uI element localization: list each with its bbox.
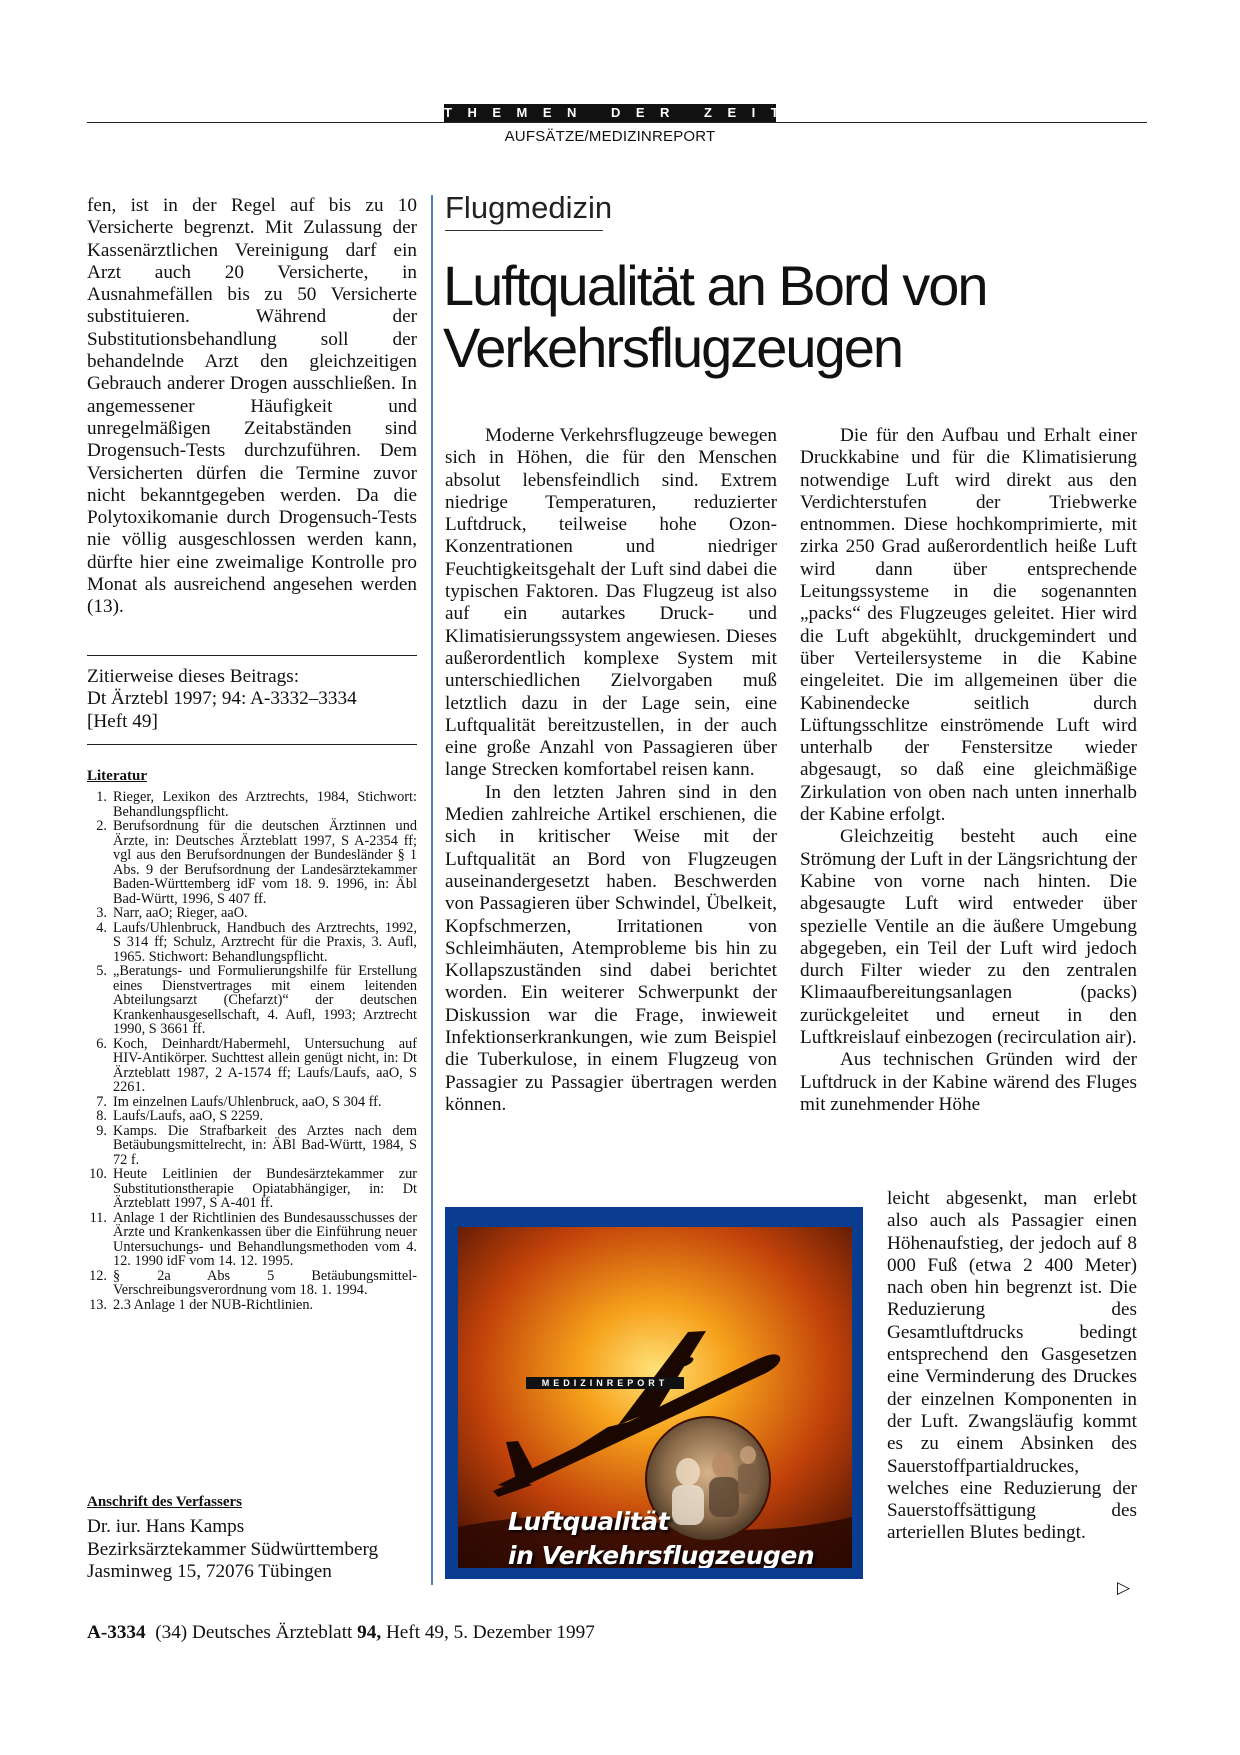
article-column-2: [445, 425, 777, 1116]
page-number: A-3334: [87, 1622, 146, 1643]
reference-text: Koch, Deinhardt/Habermehl, Untersuchung auf HIV-Antikörper. Suchttest allein genügt nicht, in: Dt Ärzteblatt 1987, 2 A-1574 ff; Laufs/Laufs, aaO, S 2261.: [113, 1035, 417, 1095]
reference-item: [87, 1037, 417, 1095]
reference-number: 9.: [96, 1122, 107, 1139]
paragraph: Gleichzeitig besteht auch eine Strömung der Luft in der Längsrichtung der Kabine von vorne nach hinten. Die abgesaugte Luft wird entweder über spezielle Ventile an die äußere Umgebung abgegeben, ein Teil der Luft wird jedoch durch Filter wieder zu den zentralen Klimaaufbereitungsanlagen (packs) zurückgeleitet und erneut in den Luftkreislauf einbezogen (recirculation air).: [800, 826, 1137, 1049]
reference-text: „Beratungs- und Formulierungshilfe für Erstellung eines Dienstvertrages mit einem leitenden Abteilungsarzt (Chefarzt)“ der deutschen Krankenhausgesellschaft, 4. Aufl, 1993; Arztrecht 1990, S 3661 ff.: [113, 963, 417, 1037]
section-subtitle: AUFSÄTZE/MEDIZINREPORT: [504, 128, 716, 145]
reference-number: 8.: [96, 1108, 107, 1124]
citation-rule-bottom: [87, 744, 417, 745]
column-divider: [431, 195, 433, 1585]
reference-text: Kamps. Die Strafbarkeit des Arztes nach dem Betäubungsmittelrecht, in: ÄBl Bad-Württ, 1984, S 72 f.: [113, 1122, 417, 1168]
reference-item: [87, 964, 417, 1037]
reference-text: 2.3 Anlage 1 der NUB-Richtlinien.: [113, 1296, 314, 1313]
address-heading: Anschrift des Verfassers: [87, 1494, 242, 1510]
address-line: Bezirksärztekammer Südwürttemberg: [87, 1538, 379, 1560]
paragraph: Moderne Verkehrsflugzeuge bewegen sich in Höhen, die für den Menschen absolut lebensfeindlich sind. Extrem niedrige Temperaturen, reduzierter Luftdruck, teilweise hohe Ozon-Konzentrationen und niedriger Feuchtigkeitsgehalt der Luft sind dabei die typischen Faktoren. Das Flugzeug ist also auf ein autarkes Druck- und Klimatisierungssystem angewiesen. Dieses außerordentlich komplexe System mit unterschiedlichen Zielvorgaben muß letztlich dazu in der Lage sein, eine Luftqualität bereitzustellen, in der auch eine große Anzahl von Passagieren über lange Strecken komfortabel reisen kann.: [445, 425, 777, 781]
article-figure: [445, 1207, 863, 1579]
continuation-paragraph: fen, ist in der Regel auf bis zu 10 Versicherte begrenzt. Mit Zulassung der Kassenärztlichen Vereinigung darf ein Arzt auch 20 Versicherte, in Ausnahmefällen bis zu 50 Versicherte substituieren. Während der Substitutionsbehandlung soll der behandelnde Arzt den gleichzeitigen Gebrauch anderer Drogen ausschließen. In angemessener Häufigkeit und unregelmäßigen Zeitabständen sind Drogensuch-Tests durchzuführen. Dem Versicherten dürfen die Termine zuvor nicht bekanntgegeben werden. Da die Polytoxikomanie durch Drogensuch-Tests nie völlig ausgeschlossen werden kann, dürfte hier eine zweimalige Kontrolle pro Monat als ausreichend angesehen werden (13).: [87, 195, 417, 618]
reference-number: 6.: [96, 1035, 107, 1052]
figure-section-label: MEDIZINREPORT: [526, 1377, 684, 1389]
title-line-2: Verkehrsflugzeugen: [443, 316, 903, 379]
figure-image: [458, 1227, 852, 1568]
reference-number: 2.: [96, 818, 107, 834]
footer-issue: Heft 49, 5. Dezember 1997: [385, 1622, 595, 1643]
reference-text: Laufs/Uhlenbruck, Handbuch des Arztrechts, 1992, S 314 ff; Schulz, Arztrecht für die Praxis, 3. Aufl, 1965. Stichwort: Behandlungspflicht.: [113, 919, 417, 965]
reference-text: Berufsordnung für die deutschen Ärztinnen und Ärzte, in: Deutsches Ärzteblatt 1997, S A-2354 ff; vgl aus den Berufsordnungen der Bundesländer § 1 Abs. 9 der Berufsordnung der Landesärztekammer Baden-Württemberg idF vom 18. 9. 1996, in: Äbl Bad-Württ, 1996, S 407 ff.: [113, 818, 417, 907]
reference-item: [87, 819, 417, 906]
paragraph: Die für den Aufbau und Erhalt einer Druckkabine und für die Klimatisierung notwendige Luft wird direkt aus den Verdichterstufen der Triebwerke entnommen. Diese hochkomprimierte, mit zirka 250 Grad außerordentlich heiße Luft wird dann über entsprechende Leitungssysteme in die sogenannten „packs“ des Flugzeuges geleitet. Hier wird die Luft abgekühlt, druckgemindert und über Verteilersysteme in die Kabine eingeleitet. Die im allgemeinen über die Kabinendecke seitlich durch Lüftungsschlitze einströmende Luft wird unterhalb der Fenstersitze wieder abgesaugt, so daß eine gleichmäßige Zirkulation von oben nach unten innerhalb der Kabine erfolgt.: [800, 425, 1137, 826]
reference-item: [87, 906, 417, 921]
reference-item: [87, 1298, 417, 1313]
reference-text: Heute Leitlinien der Bundesärztekammer zur Substitutionstherapie Opiatabhängiger, in: Dt Ärzteblatt 1997, S A-401 ff.: [113, 1166, 417, 1211]
reference-number: 13.: [89, 1296, 107, 1313]
reference-item: [87, 1167, 417, 1211]
reference-number: 7.: [96, 1093, 107, 1110]
citation-ref: Dt Ärztebl 1997; 94: A-3332–3334: [87, 688, 357, 710]
reference-number: 11.: [89, 1209, 107, 1226]
reference-item: [87, 1109, 417, 1124]
continue-arrow-icon: ▷: [1117, 1578, 1131, 1598]
author-address: [87, 1516, 437, 1584]
reference-text: Anlage 1 der Richtlinien des Bundesausschusses der Ärzte und Krankenkassen über die Einführung neuer Untersuchungs- und Behandlungsmethoden vom 4. 12. 1990 idF vom 14. 12. 1995.: [113, 1209, 417, 1269]
literature-heading: Literatur: [87, 768, 147, 784]
reference-item: [87, 1124, 417, 1168]
reference-item: [87, 1269, 417, 1298]
address-line: Dr. iur. Hans Kamps: [87, 1516, 245, 1537]
paragraph: leicht abgesenkt, man erlebt also auch als Passagier einen Höhenaufstieg, der jedoch auf 8 000 Fuß (etwa 2 400 Meter) nach oben hin begrenzt ist. Die Reduzierung des Gesamtluftdrucks bedingt entsprechend den Gasgesetzen eine Verminderung des Druckes der einzelnen Komponenten in der Luft. Zwangsläufig kommt es zu einem Absinken des Sauerstoffpartialdruckes, welches eine Reduzierung der Sauerstoffsättigung des arteriellen Blutes bedingt.: [887, 1188, 1137, 1544]
footer-volume: 94,: [357, 1622, 382, 1643]
reference-text: Im einzelnen Laufs/Uhlenbruck, aaO, S 304 ff.: [113, 1093, 382, 1110]
reference-item: [87, 1095, 417, 1110]
reference-number: 5.: [96, 963, 107, 979]
reference-number: 3.: [96, 905, 107, 921]
article-column-3: [800, 425, 1137, 1116]
paragraph: In den letzten Jahren sind in den Medien zahlreiche Artikel erschienen, die sich in kritischer Weise mit der Luftqualität an Bord von Flugzeugen auseinandergesetzt haben. Beschwerden von Passagieren über Schwindel, Übelkeit, Kopfschmerzen, Irritationen von Schleimhäuten, Atemprobleme bis hin zu Kollapszuständen sind dabei berichtet worden. Ein weiterer Schwerpunkt der Diskussion war die Frage, inwieweit Infektionserkrankungen, wie zum Beispiel die Tuberkulose, in einem Flugzeug von Passagier zu Passagier übertragen werden können.: [445, 781, 777, 1115]
section-band: THEMEN DER ZEIT: [444, 105, 795, 120]
reference-number: 12.: [89, 1267, 107, 1284]
header-rule: [87, 122, 1147, 123]
reference-item: [87, 921, 417, 965]
reference-number: 1.: [96, 789, 107, 805]
reference-number: 4.: [96, 919, 107, 936]
reference-text: Rieger, Lexikon des Arztrechts, 1984, Stichwort: Behandlungspflicht.: [113, 789, 417, 820]
figure-title: [508, 1505, 814, 1568]
citation-block: [87, 666, 417, 733]
citation-label: Zitierweise dieses Beitrags:: [87, 666, 300, 687]
reference-item: [87, 1211, 417, 1269]
reference-text: Narr, aaO; Rieger, aaO.: [113, 905, 248, 921]
footer-source: (34) Deutsches Ärzteblatt: [155, 1622, 353, 1643]
reference-item: [87, 790, 417, 819]
address-line: Jasminweg 15, 72076 Tübingen: [87, 1561, 332, 1582]
citation-rule-top: [87, 655, 417, 656]
article-column-3-wrap: [887, 1188, 1137, 1545]
figure-title-line-2: in Verkehrsflugzeugen: [508, 1541, 815, 1568]
title-line-1: Luftqualität an Bord von: [443, 254, 987, 317]
citation-issue: [Heft 49]: [87, 710, 158, 732]
reference-text: Laufs/Laufs, aaO, S 2259.: [113, 1108, 264, 1124]
article-kicker: Flugmedizin: [445, 190, 613, 225]
reference-number: 10.: [89, 1166, 107, 1182]
paragraph: Aus technischen Gründen wird der Luftdruck in der Kabine wärend des Fluges mit zunehmender Höhe: [800, 1049, 1137, 1115]
reference-list: [87, 790, 417, 1312]
left-column-text: [87, 195, 417, 619]
kicker-underline: [445, 230, 603, 231]
page-footer: [87, 1622, 595, 1644]
reference-text: § 2a Abs 5 Betäubungsmittel-Verschreibungsverordnung vom 18. 1. 1994.: [113, 1267, 417, 1298]
article-title: [443, 255, 1143, 379]
figure-title-line-1: Luftqualität: [508, 1507, 670, 1536]
